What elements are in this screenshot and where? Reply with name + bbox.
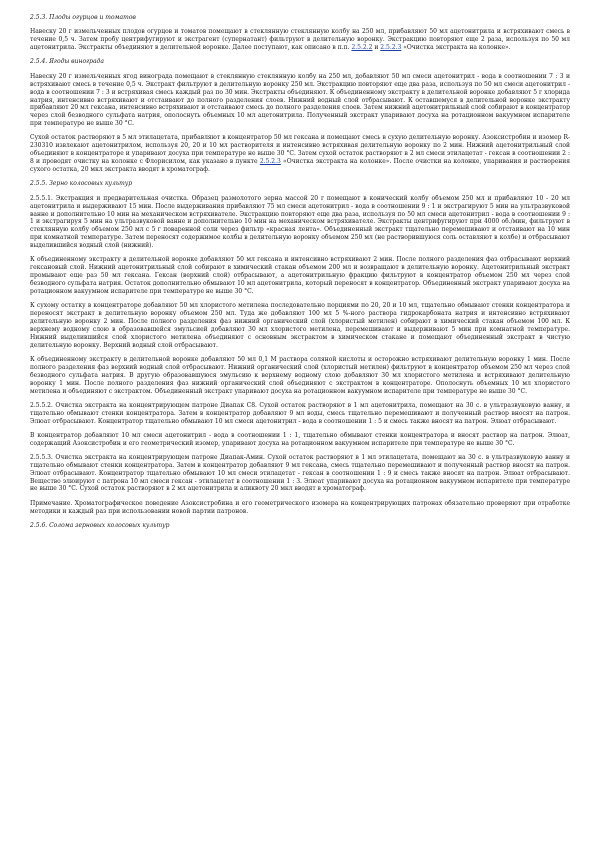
paragraph-grain-hexane-wash: К объединенному экстракту в делительной воронке добавляют 50 мл гексана и интенсивно встряхивают 2 мин. После полного разделения фаз отбрасывают верхний гексановый слой. Нижний ацетонитрильный слой собирают в химический стакан объемом 200 мл и возвращают в делительную воронку. Ацетонитрильный экстракт промывают еще раз 50 мл гексана. Гексан (верхний слой) отбрасывают, а ацетонитрильную фракцию фильтруют в концентратор объемом 250 мл через слой безводного сульфата натрия. Остаток дополнительно обмывают 10 мл ацетонитрила, который переносят в концентратор. Объединенный экстракт упаривают досуха на ротационном вакуумном испарителе при температуре не выше 30 °С. — [30, 256, 570, 295]
paragraph-note: Примечание. Хроматографическое поведение Азоксистробина и его геометрического изомера на концентрирующих патронах обязательно проверяют при отработке методики и каждый раз при использовании новой партии патронов. — [30, 499, 570, 515]
paragraph-text: Навеску 20 г измельченных плодов огурцов и томатов помещают в стеклянную стеклянную колбу на 250 мл, прибавляют 50 мл ацетонитрила и встряхивают смесь в течение 0,5 ч. Затем пробу центрифугируют и экстрагент (супернатант) фильтруют в делительную воронку. Экстракцию повторяют еще 2 раза, используя по 50 мл ацетонитрила. Экстракты объединяют в делительной воронке. Далее поступают, как описано в п.п. — [30, 28, 570, 52]
section-heading-2-5-4: 2.5.4. Ягоды винограда — [30, 58, 104, 66]
link-2-5-2-2[interactable]: 2.5.2.2 — [351, 44, 373, 52]
section-heading-2-5-5: 2.5.5. Зерно колосовых культур — [30, 180, 133, 188]
link-2-5-2-3[interactable]: 2.5.2.3 — [259, 158, 281, 166]
paragraph-diapak-c8-elution: В концентратор добавляют 10 мл смеси ацетонитрил - вода в соотношении 1 : 1, тщательно обмывают стенки концентратора и вносят раствор на патрон. Элюат, содержащий Азоксистробин и его геометрический изомер, упаривают досуха на ротационном вакуумном испарителе при температуре не выше 30 °С. — [30, 431, 570, 447]
section-heading-2-5-3: 2.5.3. Плоды огурцов и томатов — [30, 14, 136, 21]
paragraph-text: «Очистка экстракта на колонке». После очистки на колонке, упаривания и растворения сухого остатка, 20 мкл экстракта вводят в хроматограф. — [30, 158, 570, 174]
paragraph-diapak-amine: 2.5.5.3. Очистка экстракта на концентрирующем патроне Диапак-Амин. Сухой остаток растворяют в 1 мл этилацетата, помещают на 30 с. в ультразвуковую ванну и тщательно обмывают стенки концентратора. Затем в концентратор добавляют 9 мл гексана, смесь тщательно перемешивают и полученный раствор вносят на патрон. Элюат отбрасывают. Концентратор тщательно обмывают 10 мл смеси этилацетат - гексан в соотношении 1 : 9 и смесь также вносят на патрон. Элюат отбрасывают. Вещество элюируют с патрона 10 мл смеси гексан - этилацетат в соотношении 1 : 3. Элюат упаривают досуха на ротационном вакуумном испарителе при температуре не выше 30 °С. Сухой остаток растворяют в 2 мл ацетонитрила и аликвоту 20 мкл вводят в хроматограф. — [30, 453, 570, 493]
paragraph-text: «Очистка экстракта на колонке». — [401, 44, 511, 52]
paragraph-text: и — [372, 44, 381, 52]
paragraph-grain-extraction: 2.5.5.1. Экстракция и предварительная очистка. Образец размолотого зерна массой 20 г помещают в конический колбу объемом 250 мл и прибавляют 10 - 20 мл ацетонитрила и выдерживают 15 мин. После выдерживания прибавляют 75 мл смеси ацетонитрил - вода в соотношении 9 : 1 и экстрагируют 5 мин на ультразвуковой ванне и дополнительно 10 мин на механическом встряхивателе. Экстракцию повторяют еще два раза, используя по 50 мл смеси ацетонитрил - вода в соотношении 9 : 1 и экстрагируя 5 мин на ультразвуковой ванне и дополнительно 10 мин на механическом встряхивателе. Экстракты центрифугируют при 4000 об./мин, фильтруют в стеклянную колбу объемом 250 мл с 5 г поваренной соли через фильтр «красная лента». Объединенный экстракт тщательно перемешивают и отстаивают на 10 мин при комнатной температуре. Затем переносят содержимое колбы в делительную воронку объемом 250 мл (не растворившуюся соль оставляют в колбе) и отбрасывают выделившийся водный слой (нижний). — [30, 194, 570, 250]
paragraph-cucumbers-tomatoes — [30, 28, 570, 52]
paragraph-grain-methylene-chloride: К сухому остатку в концентраторе добавляют 50 мл хлористого метилена последовательно порциями по 20, 20 и 10 мл, тщательно обмывают стенки концентратора и переносят экстракт в делительную воронку объемом 250 мл. Туда же добавляют 100 мл 5 %-ного раствора гидрокарбоната натрия и интенсивно встряхивают делительную воронку 2 мин. После полного разделения фаз нижний органический слой (хлористый метилен) собирают в химический стакан объемом 100 мл. К верхнему водному слою в образовавшейся эмульсией добавляют 30 мл хлористого метилена, перемешивают и выдерживают 5 мин при комнатной температуре. Нижний выделившийся слой хлористого метилена объединяют с основным экстрактом в химическом стакане и помещают объединенный экстракт в чистую делительную воронку. Верхний водный слой отбрасывают. — [30, 302, 570, 349]
link-2-5-2-3[interactable]: 2.5.2.3 — [380, 44, 402, 52]
paragraph-diapak-c8: 2.5.5.2. Очистка экстракта на концентрирующем патроне Диапак С8. Сухой остаток растворяют в 1 мл ацетонитрила, помещают на 30 с. в ультразвуковую ванну, и тщательно обмывают стенки концентратора. Затем в концентратор добавляют 9 мл воды, смесь тщательно перемешивают и полученный раствор вносят на патрон. Элюат отбрасывают. Концентратор тщательно обмывают 10 мл смеси ацетонитрил - вода в соотношении 1 : 5 и смесь также вносят на патрон. Элюат отбрасывают. — [30, 401, 570, 425]
paragraph-grapes-extraction: Навеску 20 г измельченных ягод винограда помещают в стеклянную стеклянную колбу на 250 мл, добавляют 50 мл смеси ацетонитрил - вода в соотношении 7 : 3 и встряхивают смесь в течение 0,5 ч. Экстракт фильтруют в делительную воронку 250 мл. Экстракцию повторяют еще два раза, используя по 50 мл смеси ацетонитрил - вода в соотношении 7 : 3 и встряхивая смесь каждый раз по 30 мин. Экстракты объединяют. К объединенному экстракту в делительной воронке добавляют 5 г хлорида натрия, интенсивно встряхивают и отстаивают до полного разделения слоев. Нижний водный слой отбрасывают. К оставшемуся в делительной воронке экстракту прибавляют 20 мл гексана, интенсивно встряхивают и отстаивают смесь до полного разделения слоев. Затем нижний ацетонитрильный слой собирают в концентратор через слой безводного сульфата натрия, ополоснуть объемных 10 мл ацетонитрила. Полученный экстракт упаривают досуха на ротационном вакуумном испарителе при температуре не выше 30 °С. — [30, 72, 570, 128]
section-heading-2-5-6: 2.5.6. Солома зерновых колосовых культур — [30, 521, 170, 529]
paragraph-text: Сухой остаток растворяют в 5 мл этилацетата, прибавляют в концентратор 50 мл гексана и помещают смесь в сухую делительную воронку. Азоксистробин и изомер R-230310 извлекают ацетонитрилом, используя 20, 20 и 10 мл растворителя и интенсивно встряхивая делительную воронку по 2 мин. Нижний ацетонитрильный слой объединяют в концентраторе и упаривают досуха при температуре не выше 30 °С. Затем сухой остаток растворяют в 2 мл смеси этилацетат - гексан в соотношении 2 : 8 и проводят очистку на колонке с Флорисилом, как указано в пункте — [30, 134, 570, 166]
paragraph-grapes-cleanup — [30, 134, 570, 174]
paragraph-grain-acid-wash: К объединенному экстракту в делительной воронке добавляют 50 мл 0,1 М раствора соляной кислоты и осторожно встряхивают делительную воронку 1 мин. После полного разделения фаз верхний водный слой отбрасывают. Нижний органический слой (хлористый метилен) фильтруют в концентратор объемом 250 мл через слой безводного сульфата натрия. В другую образовавшуюся эмульсию к верхнему водному слою добавляют 30 мл хлористого метилена и встряхивают делительную воронку 1 мин. После полного разделения фаз нижний органический слой объединяют с экстрактом в концентраторе. Ополоснуть объемных 10 мл хлористого метилена и объединяют с экстрактом. Объединенный экстракт упаривают досуха на ротационном вакуумном испарителе при температуре не выше 30 °С. — [30, 355, 570, 395]
document-page — [30, 14, 570, 536]
